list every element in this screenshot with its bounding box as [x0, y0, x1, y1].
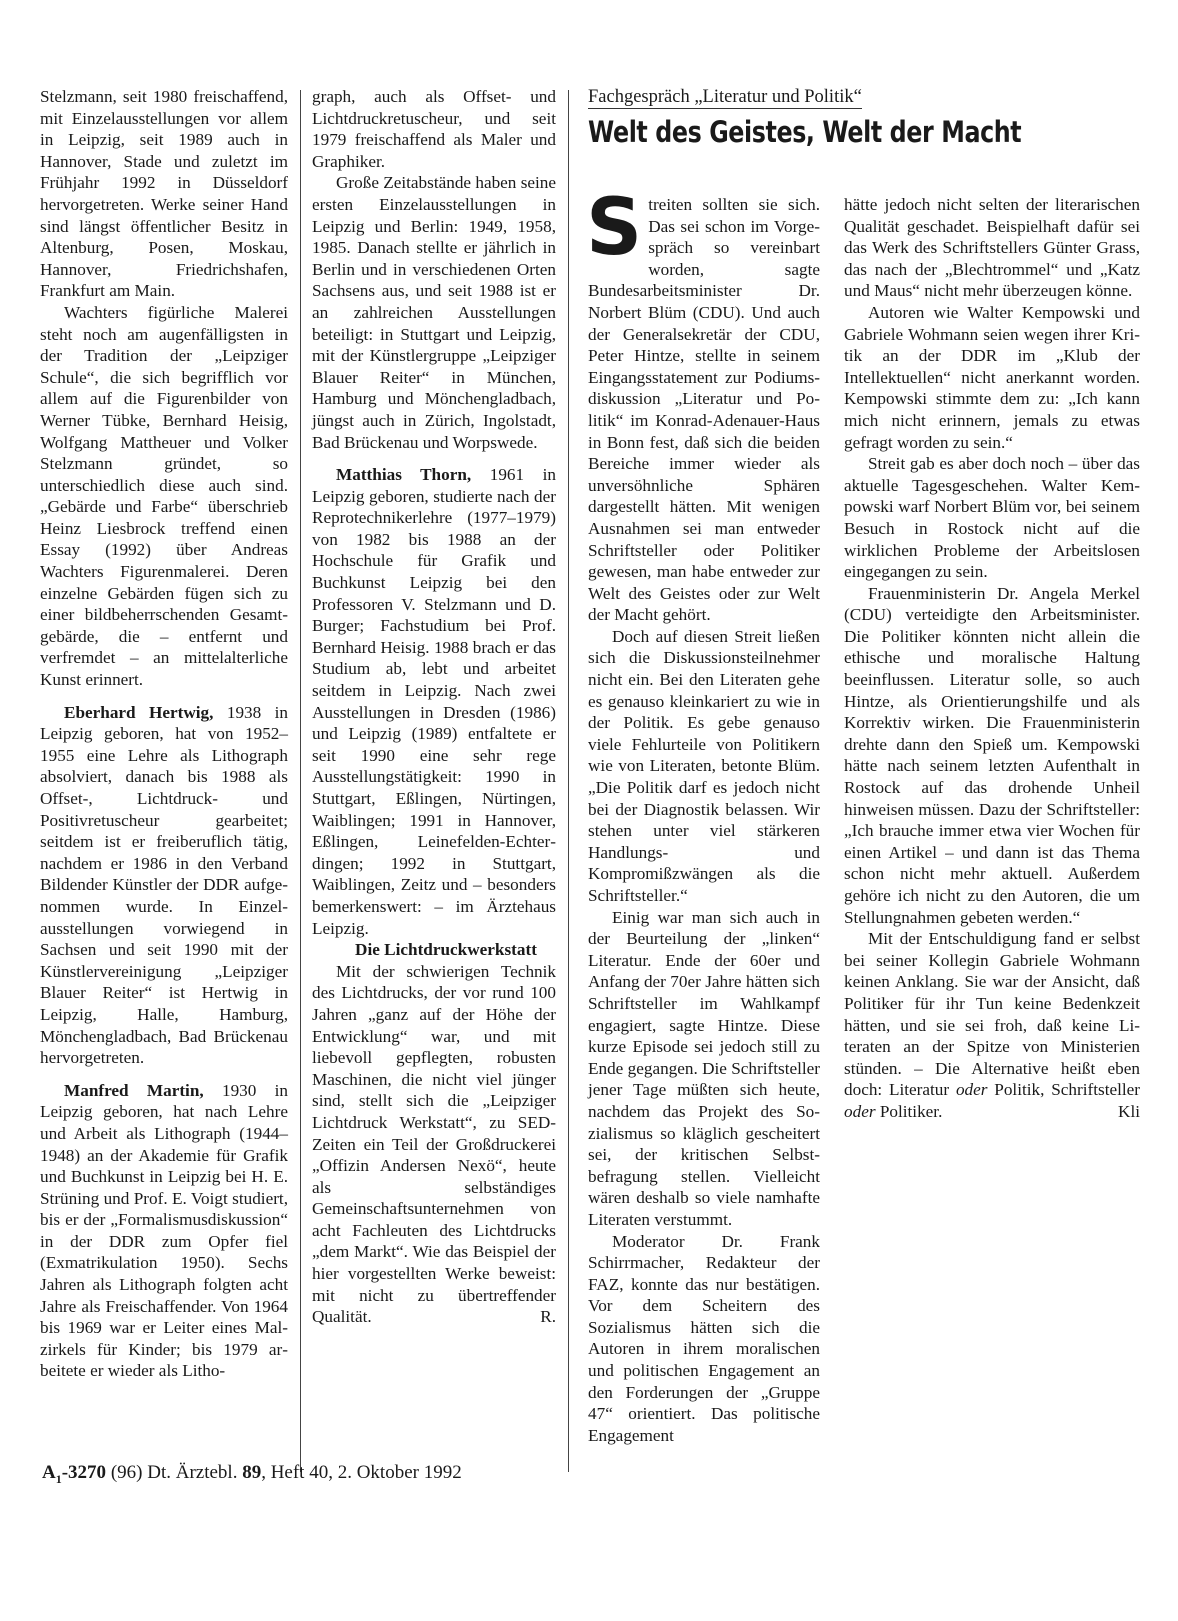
paragraph-text: Politik, Schriftsteller: [987, 1080, 1140, 1100]
artist-name: Matthias Thorn,: [336, 465, 472, 485]
column-2: [312, 86, 556, 1328]
artist-bio-text: 1938 in Leipzig geboren, hat von 1952–1955 eine Lehre als Lithograph absolviert, danach bis 1988 als Offset-, Lichtdruck- und Positivretuscheur gearbeitet; seitdem ist er freiberuflich tätig, nachdem er 1986 in den Verband Bildender Künstler der DDR aufgenommen wurde. In Einzelausstellungen vorwiegend in Sachsen und seit 1990 mit der Künstlervereinigung „Leipziger Blauer Reiter“ ist Hertwig in Leipzig, Halle, Hamburg, Mönchengladbach, Bad Brückenau hervorgetreten.: [40, 702, 288, 1068]
paragraph: Einig war man sich auch in der Beurteilung der „linken“ Literatur. Ende der 60er und Anfang der 70er Jahre hätten sich Schriftsteller im Wahlkampf engagiert, sagte Hintze. Diese kurze Episode sei jedoch still zu Ende gegangen. Die Schriftsteller jener Tage müßten sich heute, nachdem das Projekt des Sozialismus so kläglich gescheitert sei, der kritischen Selbstbefragung stellen. Vielleicht wären deshalb so viele namhafte Literaten verstummt.: [588, 907, 820, 1229]
artist-bio-hertwig: [40, 702, 288, 1069]
paragraph: Doch auf diesen Streit ließen sich die Diskussionsteilnehmer nicht ein. Bei den Literaten gehe es genauso kleinkariert zu wie in der Politik. Es gebe genauso viele Fehlurteile von Politikern wie von Literaten, betonte Blüm. „Die Politik darf es jedoch nicht bei der Diagnostik belassen. Wir stehen unter viel stärkeren Handlungs- und Kompromißzwängen als die Schriftsteller.“: [588, 626, 820, 905]
drop-cap: S: [586, 183, 643, 273]
kicker-text: Fachgespräch „Literatur und Politik“: [588, 87, 862, 107]
column-1: [40, 86, 288, 1382]
artist-name: Manfred Martin,: [64, 1080, 204, 1100]
section-subheading: Die Lichtdruckwerkstatt: [355, 940, 537, 960]
paragraph: Autoren wie Walter Kempowski und Gabriele Wohmann seien wegen ihrer Kritik an der DDR im „Klub der Intellektuellen“ nicht anerkannt worden. Kempowski stimmte dem zu: „Ich kann mich nicht erinnern, jemals zu etwas gefragt worden zu sein.“: [844, 302, 1140, 452]
artist-bio-text: 1961 in Leipzig geboren, studierte nach der Reprotechnikerlehre (1977–1979) von 1982 bis 1988 an der Hochschule für Grafik und Buchkunst Leipzig bei den Professoren V. Stelzmann und D. Burger; Fachstudium bei Prof. Bernhard Heisig. 1988 brach er das Studium ab, lebt und arbeitet seitdem in Leipzig. Nach zwei Ausstellungen in Dresden (1986) und Leipzig (1989) entfaltete er seit 1990 eine sehr rege Ausstellungstätigkeit: 1990 in Stuttgart, Eßlingen, Nürtingen, Waiblingen; 1991 in Hannover, Eßlingen, Leinefelden-Echterdingen; 1992 in Stuttgart, Waiblingen, Zeitz und – besonders bemerkenswert: – im Ärztehaus Leipzig.: [312, 465, 556, 938]
artist-name: Eberhard Hertwig,: [64, 702, 214, 722]
artist-bio-thorn: [312, 464, 556, 939]
paragraph: Frauenministerin Dr. Angela Merkel (CDU) verteidigte den Arbeitsminister. Die Politiker könnten nicht allein die ethische und moralische Haltung beeinflussen. Literatur solle, so auch Hintze, als Orientierungshilfe und als Korrektiv wirken. Die Frauenministerin drehte dann den Spieß um. Kempowski hätte nach seinem letzten Aufenthalt in Rostock auf das drohende Unheil hinweisen müssen. Dazu der Schriftsteller: „Ich brauche immer etwa vier Wochen für einen Artikel – und dann ist das Thema schon nicht mehr aktuell. Außerdem gehöre ich nicht zu den Autoren, die um Stellungnahmen gebeten werden.“: [844, 583, 1140, 927]
page-number-prefix: A: [42, 1462, 56, 1483]
column-4: [844, 194, 1140, 1123]
paragraph: Streit gab es aber doch noch – über das aktuelle Tagesgeschehen. Walter Kempowski warf Norbert Blüm vor, bei seinem Besuch in Rostock nicht auf die wirklichen Probleme der Arbeitslosen eingegangen zu sein.: [844, 454, 1140, 582]
article-kicker: [588, 86, 1148, 108]
citation-text: (96) Dt. Ärztebl.: [110, 1462, 243, 1483]
artist-bio-martin: [40, 1080, 288, 1382]
column-divider: [568, 90, 569, 1472]
paragraph-text: Politiker.: [875, 1101, 943, 1121]
emphasis: oder: [844, 1101, 876, 1121]
paragraph: Moderator Dr. Frank Schirrmacher, Redakteur der FAZ, konnte das nur bestätigen. Vor dem Scheitern des Sozialismus hätten sich die Autoren in ihrem moralischen und politischen Engagement an den Forderungen der „Gruppe 47“ orientiert. Das politische Engagement: [588, 1231, 820, 1445]
page-number: [42, 1462, 107, 1486]
paragraph: Wachters figürliche Malerei steht noch am augenfälligsten in der Tradition der „Leipziger Schule“, die sich begrifflich vor allem auf die Figurenbilder von Werner Tübke, Bernhard Heisig, Wolfgang Mattheuer und Volker Stelzmann gründet, so unterschiedlich diese auch sind. „Gebärde und Farbe“ überschrieb Heinz Liesbrock treffend einen Essay (1992) über Andreas Wachters Figurenmalerei. Deren einzelne Gebärden fügen sich zu einer bildbeherrschenden Gesamtgebärde, die – entfernt und verfremdet – an mittelalterliche Kunst erinnert.: [40, 302, 288, 690]
article-page: [40, 86, 1140, 1526]
article-headline: Welt des Geistes, Welt der Macht: [588, 115, 1022, 149]
paragraph: [844, 928, 1140, 1122]
page-footer: [42, 1462, 462, 1487]
author-signature: Kli: [1118, 1101, 1140, 1121]
page-number-sub: 1: [55, 1471, 62, 1486]
paragraph: [312, 961, 556, 1328]
column-3: [586, 183, 820, 1446]
paragraph: graph, auch als Offset- und Lichtdruckretuscheur, und seit 1979 freischaffend als Maler und Graphiker.: [312, 87, 556, 171]
paragraph: hätte jedoch nicht selten der literarischen Qualität geschadet. Beispielhaft dafür sei das Werk des Schriftstellers Günter Grass, das nach der „Blechtrommel“ und „Katz und Maus“ nicht mehr überzeugen könne.: [844, 195, 1140, 301]
author-signature: R.: [540, 1307, 556, 1327]
volume-number: 89: [242, 1462, 262, 1483]
column-divider: [300, 90, 301, 1472]
paragraph-text: Mit der schwierigen Technik des Lichtdrucks, der vor rund 100 Jahren „ganz auf der Höhe der Entwicklung“ war, und mit liebevoll gepflegten, robusten Maschinen, die nicht viel jünger sind, stellt sich die „Leipziger Lichtdruck Werkstatt“, zu SED-Zeiten ein Teil der Großdruckerei „Offizin Andersen Nexö“, heute als selbständiges Gemeinschaftsunternehmen von acht Fachleuten des Lichtdrucks „dem Markt“. Wie das Beispiel der hier vorgestellten Werke beweist: mit nicht zu übertreffender Qualität.: [312, 961, 556, 1327]
artist-bio-text: 1930 in Leipzig geboren, hat nach Lehre und Arbeit als Lithograph (1944–1948) an der Akademie für Grafik und Buchkunst in Leipzig bei H. E. Strüning und Prof. E. Voigt studiert, bis er der „Formalismusdiskussion“ in der DDR zum Opfer fiel (Exmatrikulation 1950). Sechs Jahren als Lithograph folgten acht Jahre als Freischaffender. Von 1964 bis 1969 war er Leiter eines Malzirkels für Kinder; bis 1979 arbeitete er wieder als Litho-: [40, 1080, 288, 1381]
paragraph-text: Mit der Entschuldigung fand er selbst bei seiner Kollegin Gabriele Wohmann keinen Anklang. Sie war der Ansicht, daß Politiker für ihr Tun keine Bedenkzeit hätten, und sie sei froh, daß keine Literaten an der Spitze von Ministerien stünden. – Die Alternative heißt eben doch: Literatur: [844, 929, 1140, 1100]
emphasis: oder: [955, 1080, 988, 1100]
citation-text: , Heft 40, 2. Oktober 1992: [261, 1462, 462, 1483]
paragraph: Stelzmann, seit 1980 freischaffend, mit Einzelausstellungen vor allem in Leipzig, seit 1989 auch in Hannover, Stade und zuletzt im Frühjahr 1992 in Düsseldorf hervorgetreten. Werke seiner Hand sind längst öffentlicher Besitz in Altenburg, Posen, Moskau, Hannover, Friedrichshafen, Frankfurt am Main.: [40, 87, 288, 301]
lead-paragraph: [586, 183, 820, 626]
paragraph-text: treiten sollten sie sich. Das sei schon im Vorgespräch so vereinbart worden, sagte Bundesarbeitsminister Dr. Norbert Blüm (CDU). Und auch der Generalsekretär der CDU, Peter Hintze, stellte in seinem Eingangsstatement zur Podiumsdiskussion „Literatur und Politik“ im Konrad-Adenauer-Haus in Bonn fest, daß sich die beiden Bereiche immer wieder als unversöhnliche Sphären dargestellt hätten. Mit wenigen Ausnahmen sei man entweder Schriftsteller oder Politiker gewesen, man habe entweder zur Welt des Geistes oder zur Welt der Macht gehört.: [588, 195, 820, 625]
page-number-value: -3270: [61, 1462, 107, 1483]
paragraph: Große Zeitabstände haben seine ersten Einzelausstellungen in Leipzig und Berlin: 1949, 1958, 1985. Danach stellte er jährlich in Berlin und in verschiedenen Orten Sachsens aus, und seit 1988 ist er an zahlreichen Ausstellungen beteiligt: in Stuttgart und Leipzig, mit der Künstlergruppe „Leipziger Blauer Reiter“ in München, Hamburg und Mönchengladbach, jüngst auch in Zürich, Ingolstadt, Bad Brückenau und Worpswede.: [312, 173, 557, 452]
